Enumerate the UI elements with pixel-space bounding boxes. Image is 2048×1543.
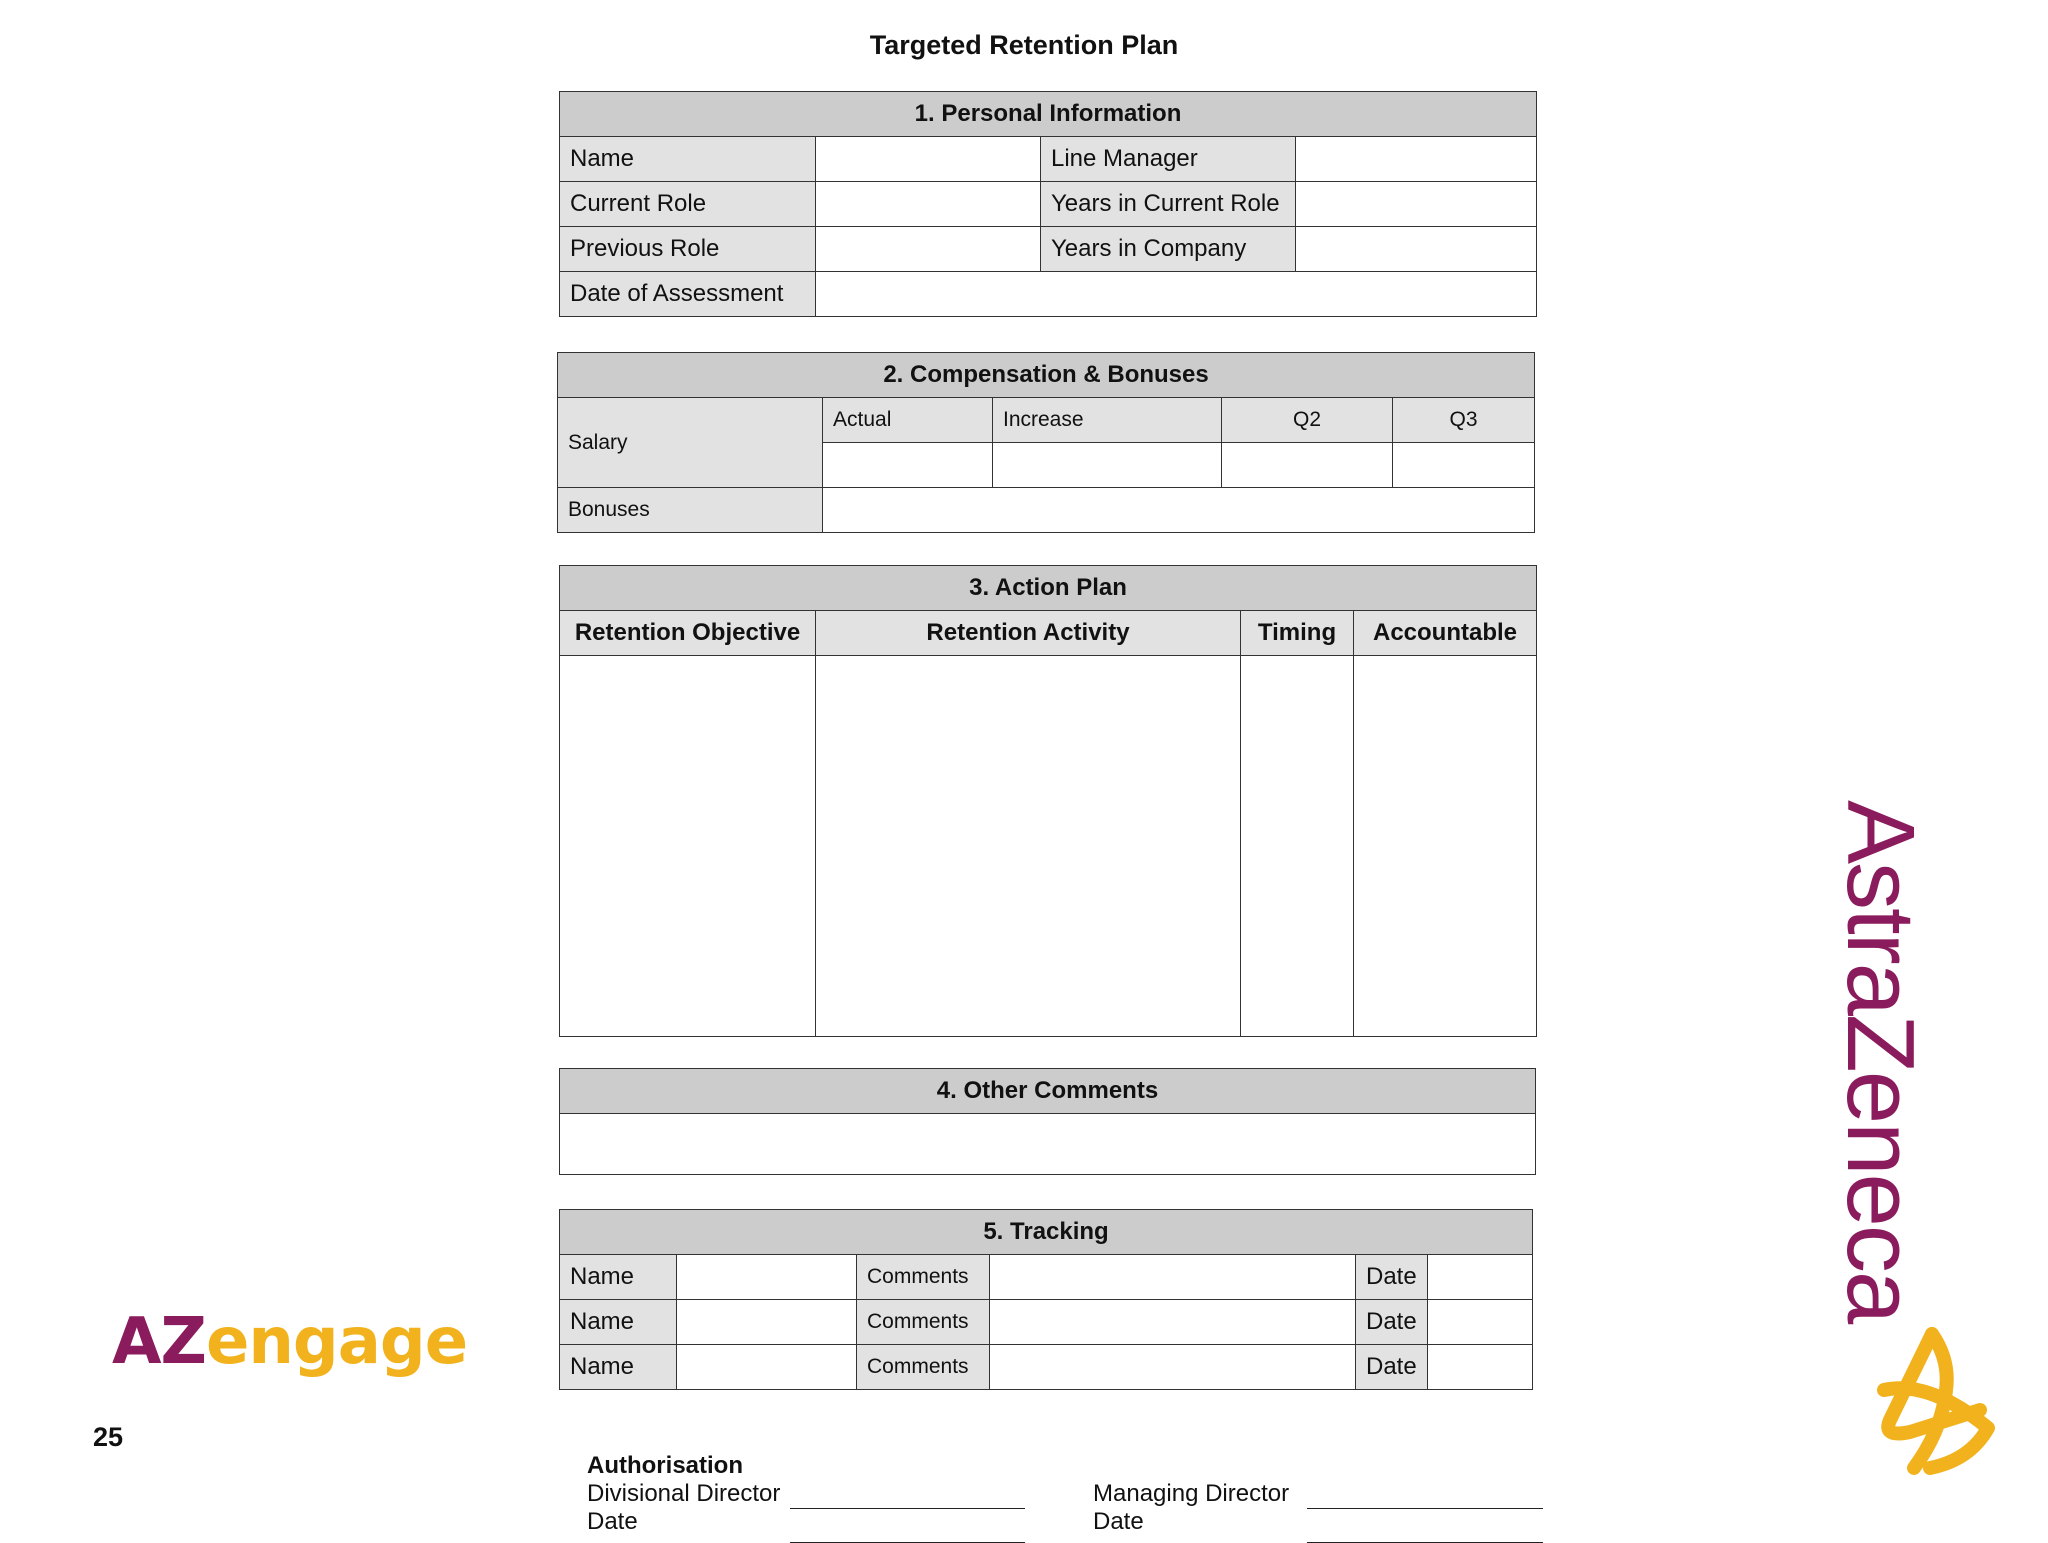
azengage-az: AZ (112, 1305, 206, 1379)
timing-field[interactable] (1241, 656, 1354, 1037)
retention-objective-field[interactable] (560, 656, 816, 1037)
page-title: Targeted Retention Plan (869, 30, 1179, 60)
authorisation-heading: Authorisation (587, 1452, 743, 1479)
accountable-header: Accountable (1354, 611, 1537, 656)
action-plan-table (559, 565, 1537, 1037)
astrazeneca-wordmark: AstraZeneca (1827, 800, 1934, 1323)
line-manager-field[interactable] (1296, 137, 1537, 182)
tracking-comments-field[interactable] (990, 1345, 1356, 1390)
years-current-role-field[interactable] (1296, 182, 1537, 227)
personal-info-header: 1. Personal Information (560, 92, 1537, 137)
years-company-field[interactable] (1296, 227, 1537, 272)
years-current-role-label: Years in Current Role (1041, 182, 1296, 227)
tracking-date-field[interactable] (1428, 1300, 1533, 1345)
increase-field[interactable] (993, 443, 1222, 488)
compensation-table (557, 352, 1535, 533)
tracking-date-field[interactable] (1428, 1255, 1533, 1300)
tracking-name-field[interactable] (677, 1300, 857, 1345)
divisional-director-label: Divisional Director (587, 1480, 781, 1507)
tracking-name-label: Name (560, 1255, 677, 1300)
tracking-name-field[interactable] (677, 1255, 857, 1300)
timing-header: Timing (1241, 611, 1354, 656)
tracking-comments-label: Comments (857, 1300, 990, 1345)
personal-info-table (559, 91, 1537, 317)
previous-role-field[interactable] (816, 227, 1041, 272)
date-assessment-label: Date of Assessment (560, 272, 816, 317)
authorisation-left (587, 1452, 780, 1536)
current-role-field[interactable] (816, 182, 1041, 227)
astrazeneca-symbol-icon (1870, 1320, 2000, 1480)
tracking-name-label: Name (560, 1300, 677, 1345)
tracking-header: 5. Tracking (560, 1210, 1533, 1255)
name-field[interactable] (816, 137, 1041, 182)
increase-label: Increase (993, 398, 1222, 443)
azengage-engage: engage (205, 1305, 468, 1379)
tracking-comments-label: Comments (857, 1345, 990, 1390)
page-number: 25 (93, 1422, 124, 1452)
tracking-date-label: Date (1356, 1300, 1428, 1345)
retention-activity-header: Retention Activity (816, 611, 1241, 656)
other-comments-field[interactable] (560, 1114, 1536, 1175)
date-assessment-field[interactable] (816, 272, 1537, 317)
actual-label: Actual (823, 398, 993, 443)
retention-objective-header: Retention Objective (560, 611, 816, 656)
managing-director-signature-line[interactable] (1307, 1508, 1543, 1509)
tracking-name-label: Name (560, 1345, 677, 1390)
q3-label: Q3 (1393, 398, 1535, 443)
salary-label: Salary (558, 398, 823, 488)
action-plan-header: 3. Action Plan (560, 566, 1537, 611)
tracking-comments-field[interactable] (990, 1255, 1356, 1300)
years-company-label: Years in Company (1041, 227, 1296, 272)
q3-field[interactable] (1393, 443, 1535, 488)
tracking-name-field[interactable] (677, 1345, 857, 1390)
name-label: Name (560, 137, 816, 182)
previous-role-label: Previous Role (560, 227, 816, 272)
divisional-director-signature-line[interactable] (790, 1508, 1025, 1509)
q2-label: Q2 (1222, 398, 1393, 443)
date-left-label: Date (587, 1508, 638, 1535)
managing-director-label: Managing Director (1093, 1480, 1290, 1507)
line-manager-label: Line Manager (1041, 137, 1296, 182)
actual-field[interactable] (823, 443, 993, 488)
tracking-comments-label: Comments (857, 1255, 990, 1300)
tracking-table (559, 1209, 1533, 1390)
accountable-field[interactable] (1354, 656, 1537, 1037)
tracking-date-field[interactable] (1428, 1345, 1533, 1390)
bonuses-label: Bonuses (558, 488, 823, 533)
retention-activity-field[interactable] (816, 656, 1241, 1037)
tracking-comments-field[interactable] (990, 1300, 1356, 1345)
authorisation-right (1093, 1480, 1289, 1536)
tracking-date-label: Date (1356, 1345, 1428, 1390)
other-comments-header: 4. Other Comments (560, 1069, 1536, 1114)
compensation-header: 2. Compensation & Bonuses (558, 353, 1535, 398)
bonuses-field[interactable] (823, 488, 1535, 533)
date-right-label: Date (1093, 1508, 1144, 1535)
tracking-date-label: Date (1356, 1255, 1428, 1300)
q2-field[interactable] (1222, 443, 1393, 488)
other-comments-table (559, 1068, 1536, 1175)
current-role-label: Current Role (560, 182, 816, 227)
azengage-logo (112, 1305, 467, 1379)
